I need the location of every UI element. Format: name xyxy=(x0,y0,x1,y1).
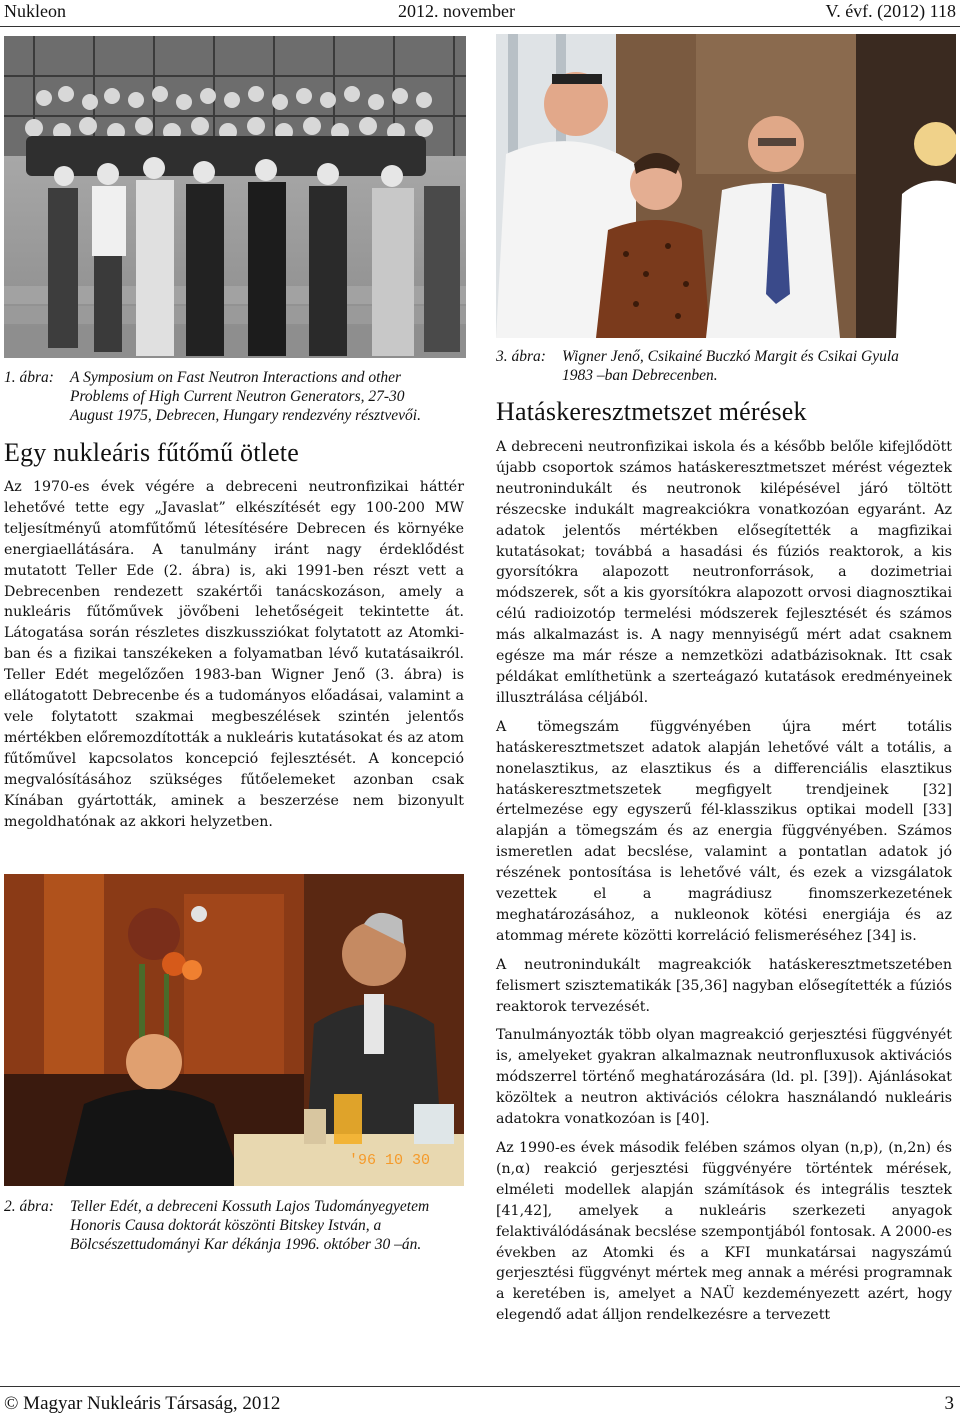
figure-3-caption xyxy=(496,347,956,387)
figure-1-caption-line: A Symposium on Fast Neutron Interactions and other xyxy=(70,369,402,386)
paragraph: Az 1970-es évek végére a debreceni neutronfizikai háttér lehetővé tette egy „Javaslat” elkészítését egy 100-200 MW teljesítményű atomfűtőmű létesítésére Debrecen és környéke energiaellátására. A tanulmány iránt nagy érdeklődést mutatott Teller Ede (2. ábra) is, aki 1991-ben részt vett a Debrecenben rendezett szakértői tanácskozáson, amely a nukleáris fűtőművek jövőbeni lehetőségeit tekintette át. Látogatása során részletes diszkussziókat folytatott az Atomki-ban és a fizikai tanszékeken a folyamatban lévő kutatásaikról. Teller Edét megelőzően 1983-ban Wigner Jenő (3. ábra) is ellátogatott Debrecenbe és a tudományos előadásai, valamint a vele folytatott szakmai megbeszélések szintén jelentős mértékben előremozdították a nukleáris kutatásokat és az atom fűtőművel kapcsolatos koncepció fejlesztését. A koncepció megvalósításához szükséges fűtőelemeket azonban csak Kínában gyártották, aminek a beszerzése nem bizonyult megoldhatónak az akkori helyzetben. xyxy=(4,479,464,830)
page-number: 3 xyxy=(944,1393,954,1414)
figure-1-caption-line: August 1975, Debrecen, Hungary rendezvény résztvevői. xyxy=(70,407,421,424)
section-1-body xyxy=(4,477,464,840)
figure-2-caption xyxy=(4,1197,474,1257)
paragraph: A tömegszám függvényében újra mért totális hatáskeresztmetszet adatok alapján lehetővé vált a totális, a nonelasztikus, az elasztikus és a differenciális elasztikus hatáskeresztmetszetek megfigyelt trendjeinek [32] értelmezése egy egyszerű fél-klasszikus optikai modell [33] alapján a tömegszám és az energia függvényében. Számos ismeretlen adat becslése, valamint a pontatlan adatok jó részének pontosítása is lehetővé vált, és ezek a vizsgálatok vezettek el a magrádiusz finomszerkezetének meghatározásához, a nukleonok kötési energiája és az atommag mérete közötti korreláció felismeréséhez [34] is. xyxy=(496,718,952,944)
volume-info: V. évf. (2012) 118 xyxy=(825,1,956,21)
figure-3-photo xyxy=(496,34,956,338)
journal-name: Nukleon xyxy=(4,1,66,21)
figure-1-caption xyxy=(4,368,474,428)
figure-2-caption-line: Teller Edét, a debreceni Kossuth Lajos Tudományegyetem xyxy=(70,1198,430,1215)
figure-3-number: 3. ábra: xyxy=(496,348,546,365)
figure-2-caption-line: Honoris Causa doktorát köszönti Bitskey István, a xyxy=(70,1217,382,1234)
running-header xyxy=(0,0,960,27)
date-stamp: '96 10 30 xyxy=(349,1152,431,1169)
issue-date: 2012. november xyxy=(398,1,515,21)
running-footer xyxy=(0,1386,960,1417)
paragraph: A debreceni neutronfizikai iskola és a később belőle kifejlődött újabb csoportok számos hatáskeresztmetszet mérést végeztek neutronindukált és neutronok kilépésével járó töltött részecske indukált magreakciókra vonatkozóan egyaránt. Az adatok jelentős mértékben elősegítették a magfizikai kutatásokat; továbbá a hasadási és fúziós reaktorok, a kis gyorsítókra alapozott neutronforrások, a dozimetriai módszerek, sőt a kis gyorsítókra alapozott orvosi diagnosztikai célú radioizotóp termelési módszerek fejlesztését és számos más alkalmazást is. A nagy mennyiségű mért adat csaknem egésze ma már része a nemzetközi adatbázisoknak. Itt csak példákat említhetünk a szerteágazó kutatások eredményeinek illusztrálása céljából. xyxy=(496,439,952,706)
paragraph: A neutronindukált magreakciók hatáskeresztmetszetében felismert szisztematikák [35,36] nagyban elősegítették a fúziós reaktorok tervezését. xyxy=(496,956,952,1015)
figure-3-caption-line: Wigner Jenő, Csikainé Buczkó Margit és Csikai Gyula xyxy=(562,348,899,365)
section-2-title: Hatáskeresztmetszet mérések xyxy=(496,397,807,426)
figure-3-caption-line: 1983 –ban Debrecenben. xyxy=(562,367,718,384)
figure-1-photo xyxy=(4,36,466,358)
copyright: © Magyar Nukleáris Társaság, 2012 xyxy=(4,1393,281,1414)
section-2-body xyxy=(496,437,952,1334)
figure-2-number: 2. ábra: xyxy=(4,1198,54,1215)
paragraph: Tanulmányozták több olyan magreakció gerjesztési függvényét is, amelyeket gyakran alkalmaznak neutronfluxusok aktivációs módszerrel történő meghatározására (ld. pl. [39]). Ajánlásokat közöltek a neutron aktivációs célokra használandó nukleáris adatokra vonatkozóan is [40]. xyxy=(496,1027,952,1128)
figure-1-number: 1. ábra: xyxy=(4,369,54,386)
figure-2-photo xyxy=(4,874,464,1186)
paragraph: Az 1990-es évek második felében számos olyan (n,p), (n,2n) és (n,α) reakció gerjesztési függvényére történtek mérések, elméleti modellek alapján számítások és integrális tesztek [41,42], amelyek a nukleáris szerkezeti anyagok felaktiválódásának becslése szempontjából fontosak. A 2000-es években az Atomki és a KFI munkatársai nagyszámú gerjesztési függvényt mértek meg annak a mérési programnak a keretében is, amelyet a NAÜ kezdeményezett azért, hogy elegendő adat álljon rendelkezésre a tervezett xyxy=(496,1140,952,1324)
figure-1-caption-line: Problems of High Current Neutron Generators, 27-30 xyxy=(70,388,405,405)
figure-2-caption-line: Bölcsészettudományi Kar dékánja 1996. október 30 –án. xyxy=(70,1236,422,1253)
section-1-title: Egy nukleáris fűtőmű ötlete xyxy=(4,438,299,467)
